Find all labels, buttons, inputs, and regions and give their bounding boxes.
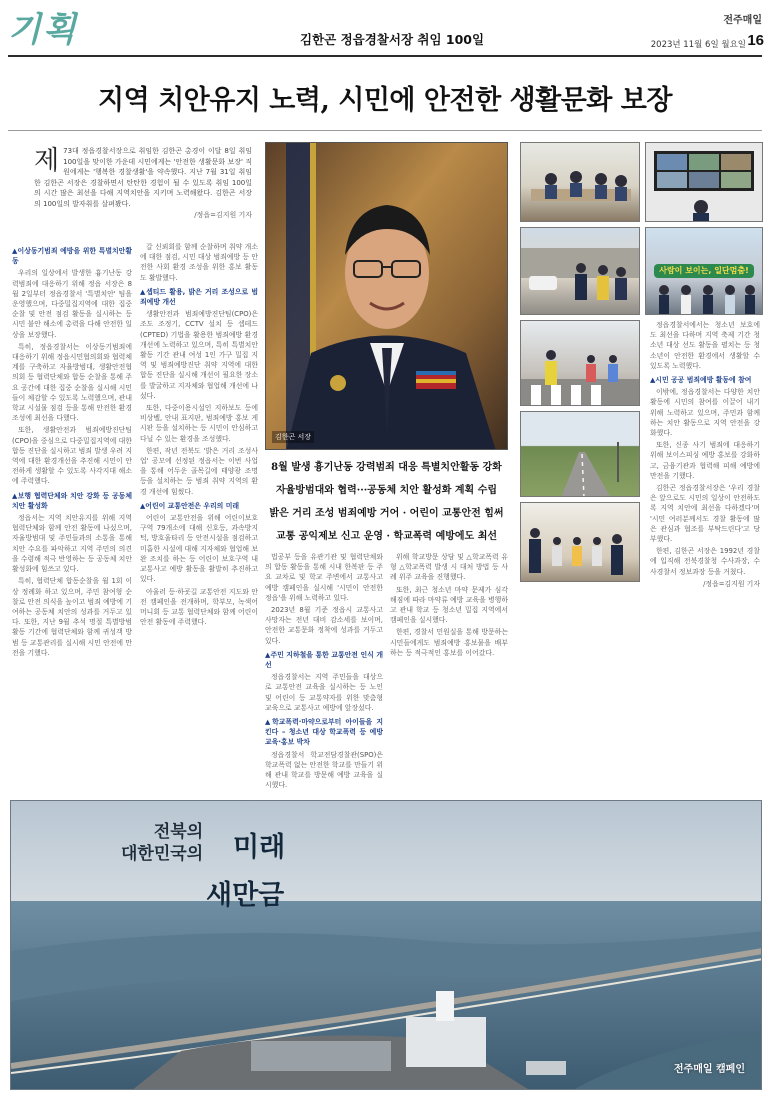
article-column-1: [12, 242, 132, 792]
article-paragraph: 한편, 경찰서 민원실을 통해 방문하는 시민들에게도 범죄예방 홍보물을 배부하는 등 적극적인 홍보를 이어갔다.: [390, 628, 508, 657]
article-paragraph: 또한, 생활안전과 범죄예방진단팀(CPO)을 중심으로 다중밀집지역에 대한 합동 진단을 실시하고 범죄 발생 우려 지역에 대한 환경개선을 추진해 시민이 안전하게 생활할 수 있도록 사각지대 해소에 주력했다.: [12, 426, 132, 486]
article-paragraph: 정읍서는 지역 치안유지를 위해 지역 협력단체와 함께 안전 활동에 나섰으며, 자율방범대 및 주민들과의 소통을 통해 치안 수요를 파악하고 지역 주민의 의견을 수렴해 적극 반영하는 등 공동체 치안 활성화에 힘쓰고 있다.: [12, 514, 132, 574]
page-number: 16: [747, 32, 764, 49]
article-paragraph: 정읍경찰서는 지역 주민들을 대상으로 교통안전 교육을 실시하는 등 노인 및 어린이 등 교통약자를 위한 맞춤형 교육으로 교통사고 예방에 앞장섰다.: [265, 673, 383, 712]
article-column-4: [390, 552, 508, 792]
photo-patrol-street: [520, 227, 640, 315]
article-paragraph: 어린이 교통안전을 위해 어린이보호구역 79개소에 대해 신호등, 과속방지턱, 방호울타리 등 안전시설을 점검하고 미흡한 시설에 대해 지자체와 협업해 보완 조치를 하는 등 어린이 보호구역 내 교통사고 예방 활동을 활발히 추진하고 있다.: [140, 514, 258, 584]
campaign-banner: 사람이 보이는, 일단멈춤!: [654, 264, 754, 278]
highlight-bullet: 자율방범대와 협력···공동체 치안 활성화 계획 수립: [275, 485, 498, 496]
article-paragraph: 특히, 정읍경찰서는 이상동기범죄에 대응하기 위해 정읍시민협의회와 협력체계를 구축하고 자율방범대, 생활안전협의회 등 협력단체와 합동 순찰을 통해 주요 공간에 대한 집중 순찰을 실시해 시민들이 체감할 수 있도록 노력했으며, 관내 학교 시설물 점검 등을 통해 안전한 환경 조성에 최선을 다했다.: [12, 342, 132, 423]
article-paragraph: 정읍경찰서에서는 청소년 보호에도 최선을 다하며 지역 축제 기간 청소년 대상 선도 활동을 펼치는 등 청소년이 안전한 환경에서 생활할 수 있도록 노력했다.: [650, 321, 760, 370]
issue-date: 2023년 11월 6일 월요일: [650, 40, 746, 50]
lead-paragraph: [34, 146, 252, 220]
masthead-rule: [8, 55, 762, 57]
article-subheading: ▲학교폭력·마약으로부터 아이들을 지킨다 – 청소년 대상 학교폭력 등 예방 교육·홍보 박차: [265, 718, 383, 747]
article-paragraph: 또한, 다중이용시설인 지하보도 등에 비상벨, 안내 표지판, 범죄예방 홍보 게시판 등을 설치하는 등 시민이 안심하고 다닐 수 있는 환경을 조성했다.: [140, 404, 258, 443]
article-paragraph: 특히, 협력단체 합동순찰을 월 1회 이상 정례화 하고 있으며, 주민 참여형 순찰로 안전 의식을 높이고 범죄 예방에 기여하는 공동체 치안의 성과를 거두고 있다. 또한, 지난 9월 추석 명절 특별방범 활동 기간에 협력단체와 함께 귀성객 방범 등 교통관리를 실시해 시민 안전에 만전을 기했다.: [12, 577, 132, 657]
saemangeum-campaign-ad: [10, 800, 762, 1090]
article-paragraph: 한편, 작년 전북도 '밝은 거리 조성사업' 공모에 선정된 정읍서는 이번 사업을 통해 어두운 골목길에 태양광 조명 등을 설치하는 등 범죄 취약 지역의 환경 개선에 힘썼다.: [140, 446, 258, 496]
lead-text: 73대 정읍경찰서장으로 취임한 김한곤 총경이 이달 8일 취임 100일을 맞이한 가운데 시민에게는 '안전한 생활문화 보장' 직원에게는 '행복한 경찰생활'을 약속했다. 지난 7월 31일 취임한 김한곤 서장은 경찰하면서 탄탄한 경험이 될 수 있도록 취임 100일의 시간 많은 최선을 다해 지역치안을 지키며 노력해왔다. 김한곤 서장의 100일의 발자취를 살펴봤다.: [34, 147, 252, 208]
article-paragraph: 또한, 신종 사기 범죄에 대응하기 위해 보이스피싱 예방 홍보를 강화하고, 금융기관과 협력해 피해 예방에 만전을 기했다.: [650, 441, 760, 480]
photo-school-visit: [520, 502, 640, 582]
meeting-illustration: [521, 143, 640, 222]
section-label: 기획: [8, 10, 78, 50]
article-paragraph: 이밖에, 정읍경찰서는 다양한 치안 활동에 시민의 참여를 이끌어 내기 위해 노력하고 있으며, 주민과 함께하는 치안 활동으로 지역 안전을 강화했다.: [650, 388, 760, 438]
article-paragraph: 우리의 일상에서 발생한 흉기난동 강력범죄에 대응하기 위해 정읍 서장은 8월 2일부터 정읍경찰서 '특별치안' 팀을 운영했으며, 다중밀집지역에 대한 집중 순찰 및 안전 점검 활동을 실시하는 등 시민 불안 해소에 총력을 다해 안전한 일상을 보장했다.: [12, 269, 132, 339]
article-paragraph: 2023년 8월 기준 정읍시 교통사고 사망자는 전년 대비 감소세를 보이며, 안전한 교통문화 정착에 성과를 거두고 있다.: [265, 606, 383, 645]
photo-cctv-monitors: [645, 142, 763, 222]
series-title: 김한곤 정읍경찰서장 취임 100일: [300, 32, 485, 47]
article-subheading: ▲주민 지하철을 통한 교통안전 인식 개선: [265, 650, 383, 670]
article-column-2: [140, 242, 258, 792]
portrait-illustration: [266, 143, 508, 450]
ad-slogan-future: 미래: [233, 832, 286, 863]
ad-slogan-lines: [121, 821, 203, 865]
photo-safety-campaign: [645, 227, 763, 315]
ad-slogan-korea: 대한민국의: [121, 844, 204, 864]
paper-name: 전주매일: [723, 15, 762, 26]
article-column-5: [650, 320, 760, 792]
patrol-illustration: [521, 228, 640, 315]
highlight-bullets: [265, 456, 508, 548]
article-paragraph: 생활안전과 범죄예방진단팀(CPO)은 조도 조정기, CCTV 설치 등 셉테드(CPTED) 기법을 활용한 범죄예방 환경 개선에 노력하고 있으며, 특히 특별치안활동 기간 관내 여성 1인 가구 밀집 지역 및 범죄예방진단 취약 지역에 대한 합동 진단을 실시해 개선이 필요한 장소를 발굴하고 지자체와 협업해 개선에 나섰다.: [140, 310, 258, 400]
photo-meeting-room: [520, 142, 640, 222]
article-paragraph: 또한, 최근 청소년 마약 문제가 심각해짐에 따라 마약류 예방 교육을 병행하고 관내 학교 등 청소년 밀집 지역에서 캠페인을 실시했다.: [390, 585, 508, 625]
cctv-illustration: [646, 143, 763, 222]
article-paragraph: 정읍경찰서 학교전담경찰관(SPO)은 학교폭력 없는 안전한 학교를 만들기 위해 관내 학교를 방문해 예방 교육을 실시했다.: [265, 750, 383, 790]
article-subheading: ▲시민 공공 범죄예방 활동에 참여: [650, 376, 752, 385]
crossing-illustration: [521, 321, 640, 406]
highlight-bullet: 밝은 거리 조성 범죄예방 거어 · 어린이 교통안전 힘써: [269, 508, 504, 519]
article-paragraph: 갈 신뢰회를 함께 순찰하며 취약 개소에 대한 점검, 시민 대상 범죄예방 등 안전한 사회 환경 조성을 위한 홍보 활동도 활발했다.: [140, 243, 258, 282]
ad-slogan-jeonbuk: 전북의: [153, 822, 204, 842]
highlight-bullet: 8월 발생 흉기난동 강력범죄 대응 특별치안활동 강화: [271, 462, 502, 473]
chief-portrait-photo: [265, 142, 508, 450]
ad-campaign-label: 전주매일 캠페인: [673, 1064, 745, 1075]
article-paragraph: 김한곤 정읍경찰서장은 '우리 경찰은 앞으로도 시민의 일상이 안전하도록 지역 치안에 최선을 다하겠다'며 '시민 여러분께서도 경찰 활동에 많은 관심과 협조를 부탁드린다'고 당부했다.: [650, 484, 760, 544]
ad-slogan-saemangeum: 새만금: [206, 880, 285, 911]
portrait-caption: 김한곤 서장: [272, 431, 314, 443]
article-subheading: ▲셉티드 활용, 밝은 거리 조성으로 범죄예방 개선: [140, 287, 258, 307]
article-subheading: ▲이상동기범죄 예방을 위한 특별치안활동: [12, 247, 132, 266]
road-illustration: [521, 412, 640, 497]
photo-school-crossing: [520, 320, 640, 406]
school-visit-illustration: [521, 503, 640, 582]
headline-rule: [8, 130, 762, 131]
headline: 지역 치안유지 노력, 시민에 안전한 생활문화 보장: [98, 85, 672, 116]
photo-rural-road: [520, 411, 640, 497]
highlight-bullet: 교통 공익제보 신고 운영 · 학교폭력 예방에도 최선: [275, 531, 498, 542]
drop-cap: 제: [34, 146, 60, 176]
masthead: [0, 0, 770, 62]
article-subheading: ▲보행 협력단체와 치안 강화 등 공동체 치안 활성화: [12, 491, 132, 510]
lead-byline: /정읍=김지원 기자: [194, 210, 252, 219]
article-paragraph: 아울러 등·하굣길 교통안전 지도와 안전 캠페인을 전개하며, 학부모, 녹색어머니회 등 교통 협력단체와 함께 어린이 안전 활동에 주력했다.: [140, 587, 258, 627]
article-column-3: [265, 552, 383, 792]
article-subheading: ▲어린이 교통안전은 우리의 미래: [140, 501, 240, 510]
article-paragraph: 법공부 등을 유관기관 및 협력단체와의 합동 활동을 통해 시내 한복판 등 주요 교차로 및 학교 주변에서 교통사고 예방 캠페인을 실시해 '시민이 안전한 정읍'을 위해 노력하고 있다.: [265, 553, 383, 602]
article-paragraph: 위해 학교방문 상담 및 △학교폭력 유형 △학교폭력 발생 시 대처 방법 등 사례 위주 교육을 진행했다.: [390, 553, 508, 582]
article-paragraph: 한편, 김한곤 서장은 1992년 경찰에 입직해 전북경찰청 수사과장, 수사경찰서 정보과장 등을 거쳤다.: [650, 547, 760, 576]
article-byline: /정읍=김지원 기자: [703, 579, 760, 588]
